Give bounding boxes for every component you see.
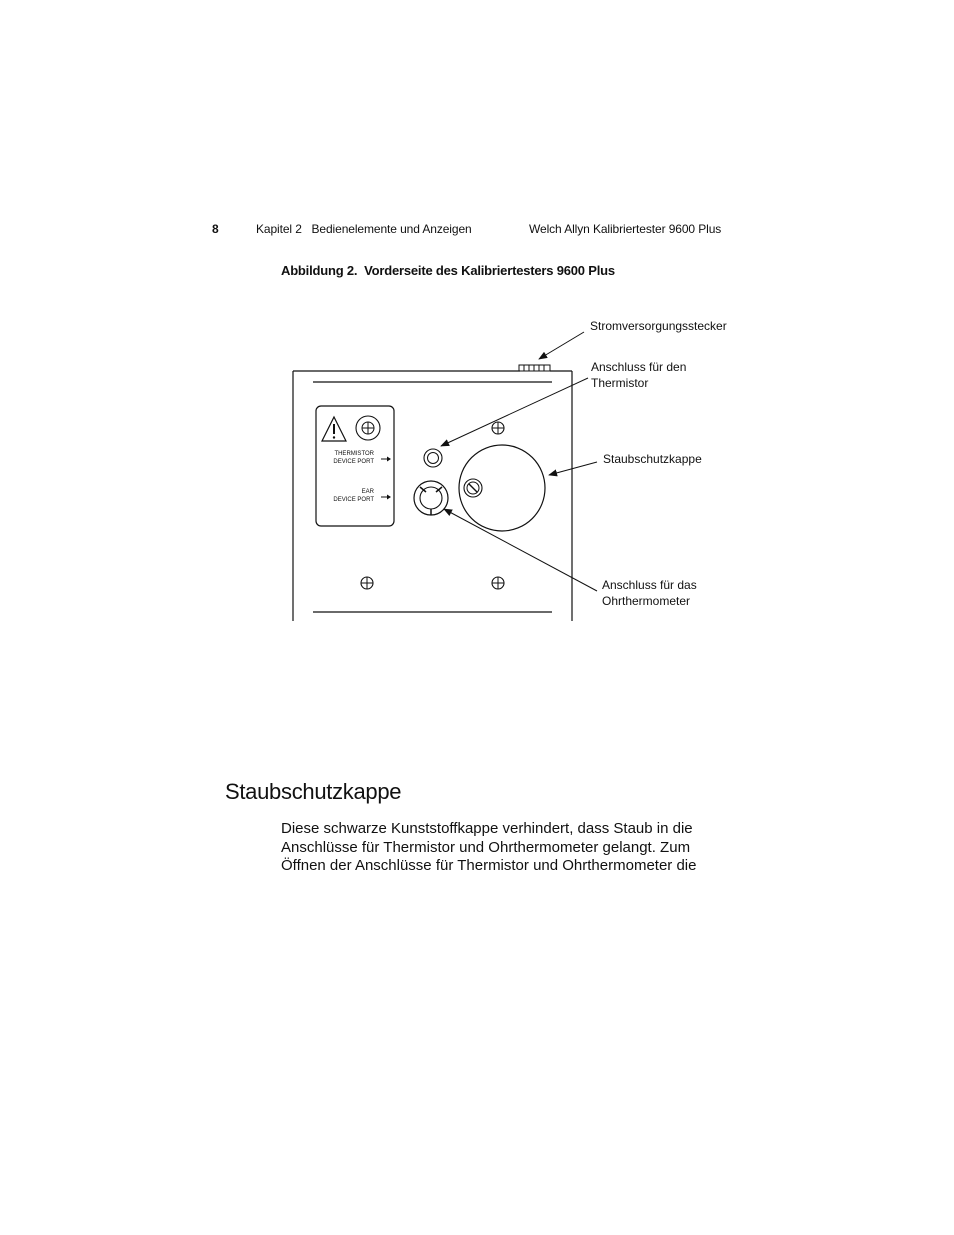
dust-cap bbox=[459, 445, 545, 531]
page-number: 8 bbox=[212, 222, 219, 236]
device-body bbox=[293, 371, 572, 621]
callout-thermistor-1: Anschluss für den bbox=[591, 360, 687, 374]
thermistor-panel-label-2: DEVICE PORT bbox=[333, 459, 374, 465]
callout-ear-2: Ohrthermometer bbox=[602, 594, 691, 608]
arrow-right-icon bbox=[381, 457, 391, 462]
figure-caption: Abbildung 2. Vorderseite des Kalibriertesters 9600 Plus bbox=[281, 263, 615, 278]
screw-icon bbox=[356, 416, 380, 440]
section-body bbox=[281, 820, 731, 876]
thermistor-leader bbox=[441, 378, 588, 446]
body-line: Anschlüsse für Thermistor und Ohrthermometer gelangt. Zum bbox=[281, 838, 691, 856]
body-line: Diese schwarze Kunststoffkappe verhindert, dass Staub in die bbox=[281, 820, 693, 837]
power-connector bbox=[519, 365, 550, 371]
warning-icon bbox=[322, 417, 346, 441]
callout-ear-1: Anschluss für das bbox=[602, 578, 697, 592]
screw-icon bbox=[492, 422, 504, 434]
screw-icon bbox=[492, 577, 504, 589]
ear-thermometer-port bbox=[414, 481, 448, 515]
dust-cap-leader bbox=[549, 462, 597, 475]
power-leader bbox=[539, 332, 584, 359]
product-title: Welch Allyn Kalibriertester 9600 Plus bbox=[529, 222, 722, 236]
thermistor-port bbox=[424, 449, 442, 467]
thermistor-panel-label-1: THERMISTOR bbox=[334, 451, 374, 457]
callout-thermistor-2: Thermistor bbox=[591, 376, 649, 390]
body-line: Öffnen der Anschlüsse für Thermistor und Ohrthermometer die bbox=[281, 857, 697, 874]
ear-panel-label-1: EAR bbox=[361, 489, 374, 495]
callout-power: Stromversorgungsstecker bbox=[590, 319, 727, 333]
section-title: Staubschutzkappe bbox=[225, 779, 402, 804]
label-plate bbox=[316, 406, 394, 526]
screw-icon bbox=[361, 577, 373, 589]
arrow-right-icon bbox=[381, 495, 391, 500]
ear-panel-label-2: DEVICE PORT bbox=[333, 497, 374, 503]
ear-leader bbox=[444, 509, 597, 591]
callout-dust-cap: Staubschutzkappe bbox=[603, 452, 702, 466]
chapter-title: Kapitel 2 Bedienelemente und Anzeigen bbox=[256, 222, 472, 236]
